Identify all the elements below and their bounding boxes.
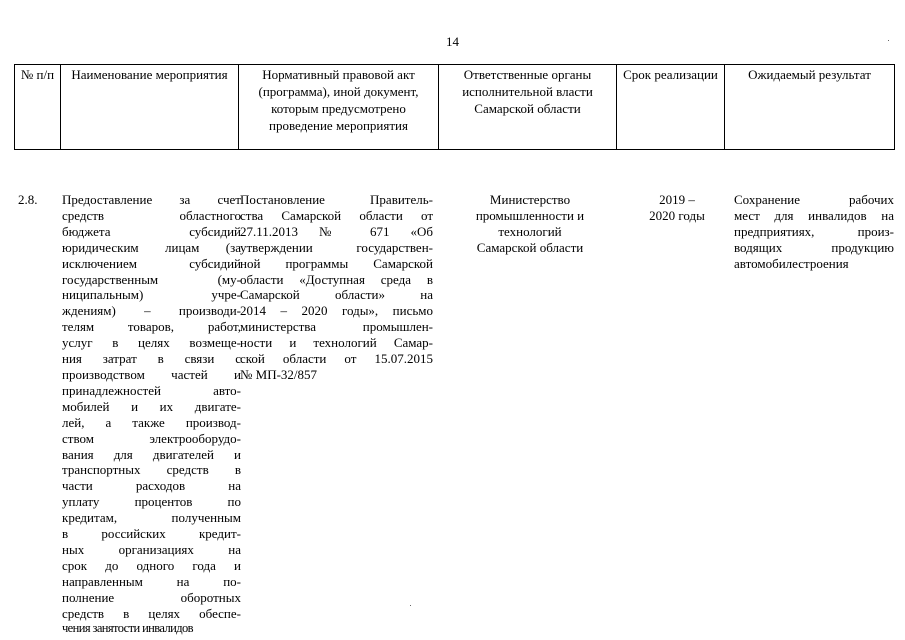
header-org: Ответственные органы исполнительной власти Самарской области — [439, 65, 617, 150]
result-line: предприятиях, произ- — [734, 223, 894, 239]
row-term — [625, 192, 729, 224]
act-line: 2014 – 2020 годы», письмо — [240, 303, 433, 319]
header-act: Нормативный правовой акт (программа), иной документ, которым предусмотрено проведение мероприятия — [239, 65, 439, 150]
name-line: ния затрат в связи с — [62, 351, 241, 367]
act-line: ства Самарской области от — [240, 207, 433, 223]
name-line: лей, а также производ- — [62, 414, 241, 430]
scan-speck — [888, 40, 889, 41]
row-number: 2.8. — [18, 192, 38, 207]
name-line: Предоставление за счет — [62, 192, 241, 207]
name-line: чения занятости инвалидов — [62, 621, 193, 636]
header-row — [15, 65, 895, 150]
row-name — [62, 192, 241, 637]
result-line: водящих продукцию — [734, 239, 894, 255]
row-act — [240, 192, 433, 383]
act-line: № МП-32/857 — [240, 366, 318, 382]
name-line: ниципальным) учре- — [62, 287, 241, 303]
org-line: технологий — [498, 223, 562, 239]
term-line: 2019 – — [659, 192, 695, 207]
act-line: министерства промышлен- — [240, 319, 433, 335]
name-line: средств в целях обеспе- — [62, 605, 241, 621]
header-number: № п/п — [15, 65, 61, 150]
act-line: ности и технологий Самар- — [240, 335, 433, 351]
result-line: автомобилестроения — [734, 255, 849, 271]
result-line: мест для инвалидов на — [734, 207, 894, 223]
name-line: телям товаров, работ, — [62, 319, 241, 335]
name-line: государственным (му- — [62, 271, 241, 287]
name-line: услуг в целях возмеще- — [62, 335, 241, 351]
name-line: исключением субсидий — [62, 255, 241, 271]
name-line: ством электрооборудо- — [62, 430, 241, 446]
name-line: юридическим лицам (за — [62, 239, 241, 255]
org-line: промышленности и — [475, 207, 585, 223]
header-name: Наименование мероприятия — [61, 65, 239, 150]
result-line: Сохранение рабочих — [734, 192, 894, 207]
name-line: бюджета субсидий — [62, 223, 241, 239]
header-result: Ожидаемый результат — [725, 65, 895, 150]
act-line: Самарской области» на — [240, 287, 433, 303]
term-line: 2020 годы — [649, 207, 705, 223]
act-line: ской области от 15.07.2015 — [240, 351, 433, 367]
name-line: срок до одного года и — [62, 557, 241, 573]
header-term: Срок реализации — [617, 65, 725, 150]
org-line: Самарской области — [476, 239, 584, 255]
name-line: части расходов на — [62, 478, 241, 494]
act-line: ной программы Самарской — [240, 255, 433, 271]
row-org — [440, 192, 620, 256]
act-line: Постановление Правитель- — [240, 192, 433, 207]
name-line: кредитам, полученным — [62, 510, 241, 526]
name-line: средств областного — [62, 207, 241, 223]
org-line: Министерство — [489, 192, 571, 207]
name-line: уплату процентов по — [62, 494, 241, 510]
name-line: транспортных средств в — [62, 462, 241, 478]
name-line: ных организациях на — [62, 541, 241, 557]
name-line: направленным на по- — [62, 573, 241, 589]
row-result — [734, 192, 894, 272]
scan-speck — [410, 605, 411, 606]
name-line: полнение оборотных — [62, 589, 241, 605]
act-line: области «Доступная среда в — [240, 271, 433, 287]
name-line: в российских кредит- — [62, 526, 241, 542]
name-line: принадлежностей авто- — [62, 382, 241, 398]
name-line: мобилей и их двигате- — [62, 398, 241, 414]
act-line: утверждении государствен- — [240, 239, 433, 255]
page-number: 14 — [446, 34, 459, 49]
act-line: 27.11.2013 № 671 «Об — [240, 223, 433, 239]
name-line: ждениям) – производи- — [62, 303, 241, 319]
name-line: производством частей и — [62, 366, 241, 382]
table-header — [14, 64, 895, 150]
name-line: вания для двигателей и — [62, 446, 241, 462]
